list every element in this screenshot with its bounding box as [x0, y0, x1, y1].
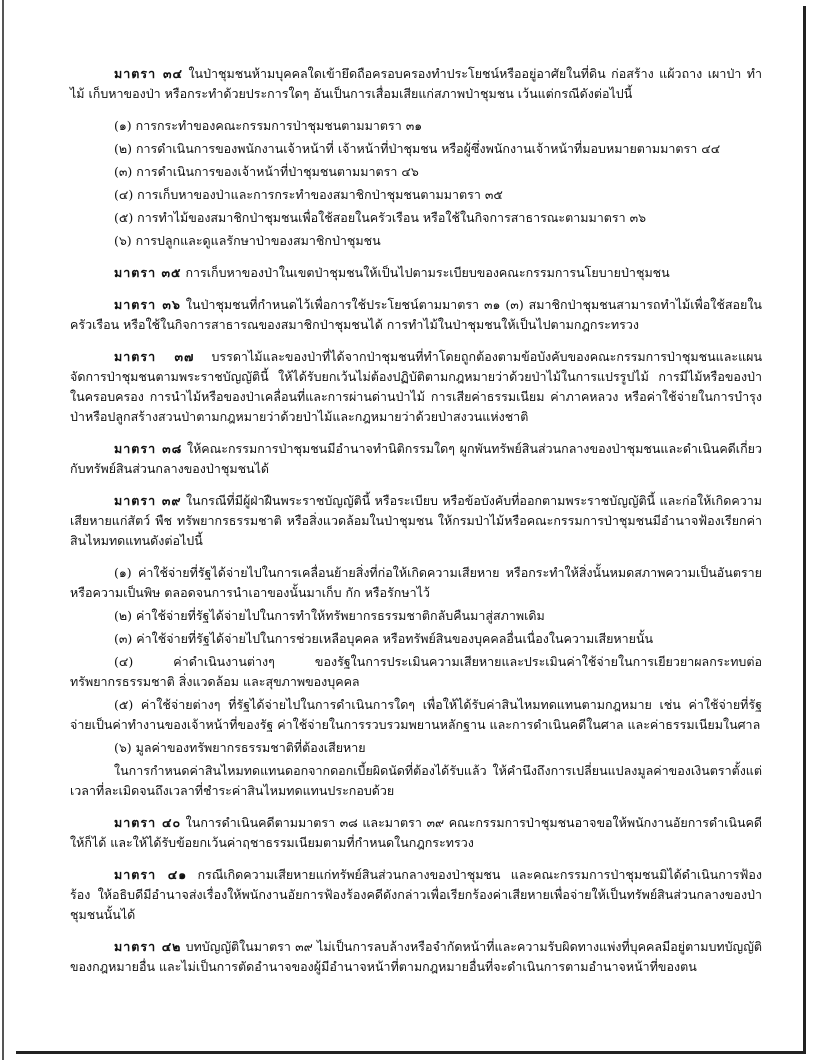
- section-heading: มาตรา ๔๒: [114, 939, 182, 954]
- list-item: (๕) ค่าใช้จ่ายต่างๆ ที่รัฐได้จ่ายไปในการดำเนินการใดๆ เพื่อให้ได้รับค่าสินไหมทดแทนตามกฎหมาย เช่น ค่าใช้จ่ายที่รัฐจ่ายเป็นค่าทำงานของเจ้าหน้าที่ของรัฐ ค่าใช้จ่ายในการรวบรวมพยานหลักฐาน และการดำเนินคดีในศาล และค่าธรรมเนียมในศาล: [70, 697, 762, 732]
- list-item: (๓) ค่าใช้จ่ายที่รัฐได้จ่ายไปในการช่วยเหลือบุคคล หรือทรัพย์สินของบุคคลอื่นเนื่องในความเสียหายนั้น: [114, 631, 654, 646]
- section-39: [70, 491, 762, 551]
- section-text: บรรดาไม้และของป่าที่ได้จากป่าชุมชนที่ทำโดยถูกต้องตามข้อบังคับของคณะกรรมการป่าชุมชนและแผนจัดการป่าชุมชนตามพระราชบัญญัตินี้ ให้ได้รับยกเว้นไม่ต้องปฏิบัติตามกฎหมายว่าด้วยป่าไม้ในการแปรรูปไม้ การมีไม้หรือของป่าในครอบครอง การนำไม้หรือของป่าเคลื่อนที่และการผ่านด่านป่าไม้ การเสียค่าธรรมเนียม ค่าภาคหลวง หรือค่าใช้จ่ายในการบำรุงป่าหรือปลูกสร้างสวนป่าตามกฎหมายว่าด้วยป่าไม้และกฎหมายว่าด้วยป่าสงวนแห่งชาติ: [70, 349, 762, 424]
- section-heading: มาตรา ๓๗: [114, 349, 195, 364]
- section-text: ในป่าชุมชนห้ามบุคคลใดเข้ายึดถือครอบครองทำประโยชน์หรืออยู่อาศัยในที่ดิน ก่อสร้าง แผ้วถาง เผาป่า ทำไม้ เก็บหาของป่า หรือกระทำด้วยประการใดๆ อันเป็นการเสื่อมเสียแก่สภาพป่าชุมชน เว้นแต่กรณีดังต่อไปนี้: [70, 66, 763, 101]
- list-item: (๒) การดำเนินการของพนักงานเจ้าหน้าที่ เจ้าหน้าที่ป่าชุมชน หรือผู้ซึ่งพนักงานเจ้าหน้าที่มอบหมายตามมาตรา ๔๔: [114, 141, 721, 156]
- list-item: (๖) มูลค่าของทรัพยากรธรรมชาติที่ต้องเสียหาย: [114, 740, 366, 755]
- section-heading: มาตรา ๓๖: [114, 297, 181, 312]
- list-item: (๕) การทำไม้ของสมาชิกป่าชุมชนเพื่อใช้สอยในครัวเรือน หรือใช้ในกิจการสาธารณะตามมาตรา ๓๖: [114, 210, 647, 225]
- page-edge: [2, 0, 4, 1060]
- section-text: ในกรณีที่มีผู้ฝ่าฝืนพระราชบัญญัตินี้ หรือระเบียบ หรือข้อบังคับที่ออกตามพระราชบัญญัตินี้ และก่อให้เกิดความเสียหายแก่สัตว์ พืช ทรัพยากรธรรมชาติ หรือสิ่งแวดล้อมในป่าชุมชน ให้กรมป่าไม้หรือคณะกรรมการป่าชุมชนมีอำนาจฟ้องเรียกค่าสินไหมทดแทนดังต่อไปนี้: [70, 493, 762, 548]
- list-item: (๒) ค่าใช้จ่ายที่รัฐได้จ่ายไปในการทำให้ทรัพยากรธรรมชาติกลับคืนมาสู่สภาพเดิม: [114, 608, 545, 623]
- list-item: (๔) ค่าดำเนินงานต่างๆ ของรัฐในการประเมินความเสียหายและประเมินค่าใช้จ่ายในการเยียวยาผลกระทบต่อทรัพยากรธรรมชาติ สิ่งแวดล้อม และสุขภาพของบุคคล: [70, 654, 762, 689]
- section-heading: มาตรา ๓๘: [114, 441, 183, 456]
- list-item: (๑) ค่าใช้จ่ายที่รัฐได้จ่ายไปในการเคลื่อนย้ายสิ่งที่ก่อให้เกิดความเสียหาย หรือกระทำให้สิ่งนั้นหมดสภาพความเป็นอันตราย หรือความเป็นพิษ ตลอดจนการนำเอาของนั้นมาเก็บ กัก หรือรักษาไว้: [70, 565, 762, 600]
- section-40: [70, 813, 762, 853]
- section-text: การเก็บหาของป่าในเขตป่าชุมชนให้เป็นไปตามระเบียบของคณะกรรมการนโยบายป่าชุมชน: [185, 265, 670, 280]
- list-item: (๑) การกระทำของคณะกรรมการป่าชุมชนตามมาตรา ๓๑: [114, 118, 423, 133]
- section-36: [70, 295, 762, 335]
- section-text: ในป่าชุมชนที่กำหนดไว้เพื่อการใช้ประโยชน์ตามมาตรา ๓๑ (๓) สมาชิกป่าชุมชนสามารถทำไม้เพื่อใช้สอยในครัวเรือน หรือใช้ในกิจการสาธารณของสมาชิกป่าชุมชนได้ การทำไม้ในป่าชุมชนให้เป็นไปตามกฎกระทรวง: [70, 297, 762, 332]
- section-39-closing: ในการกำหนดค่าสินไหมทดแทนดอกจากดอกเบี้ยผิดนัดที่ต้องได้รับแล้ว ให้คำนึงถึงการเปลี่ยนแปลงมูลค่าของเงินตราตั้งแต่เวลาที่ละเมิดจนถึงเวลาที่ชำระค่าสินไหมทดแทนประกอบด้วย: [70, 763, 762, 798]
- section-34: [70, 64, 762, 104]
- document-body: [70, 64, 762, 989]
- section-heading: มาตรา ๓๕: [114, 265, 182, 280]
- section-heading: มาตรา ๓๙: [114, 493, 182, 508]
- section-text: ให้คณะกรรมการป่าชุมชนมีอำนาจทำนิติกรรมใดๆ ผูกพันทรัพย์สินส่วนกลางของป่าชุมชนและดำเนินคดีเกี่ยวกับทรัพย์สินส่วนกลางของป่าชุมชนได้: [70, 441, 762, 476]
- section-text: ในการดำเนินคดีตามมาตรา ๓๘ และมาตรา ๓๙ คณะกรรมการป่าชุมชนอาจขอให้พนักงานอัยการดำเนินคดีให้ก็ได้ และให้ได้รับข้อยกเว้นค่าฤชาธรรมเนียมตามที่กำหนดในกฎกระทรวง: [70, 815, 762, 850]
- section-text: กรณีเกิดความเสียหายแก่ทรัพย์สินส่วนกลางของป่าชุมชน และคณะกรรมการป่าชุมชนมิได้ดำเนินการฟ้องร้อง ให้อธิบดีมีอำนาจส่งเรื่องให้พนักงานอัยการฟ้องร้องคดีดังกล่าวเพื่อเรียกร้องค่าเสียหายเพื่อจ่ายให้เป็นทรัพย์สินส่วนกลางของป่าชุมชนนั้นได้: [70, 867, 762, 922]
- section-42: [70, 937, 762, 977]
- section-text: บทบัญญัติในมาตรา ๓๙ ไม่เป็นการลบล้างหรือจำกัดหน้าที่และความรับผิดทางแพ่งที่บุคคลมีอยู่ตามบทบัญญัติของกฎหมายอื่น และไม่เป็นการตัดอำนาจของผู้มีอำนาจหน้าที่ตามกฎหมายอื่นที่จะดำเนินการตามอำนาจหน้าที่ของตน: [70, 939, 762, 974]
- section-41: [70, 865, 762, 925]
- section-37: [70, 347, 762, 427]
- section-heading: มาตรา ๔๑: [114, 867, 188, 882]
- section-heading: มาตรา ๔๐: [114, 815, 182, 830]
- list-item: (๓) การดำเนินการของเจ้าหน้าที่ป่าชุมชนตามมาตรา ๔๖: [114, 164, 419, 179]
- list-item: (๖) การปลูกและดูแลรักษาป่าของสมาชิกป่าชุมชน: [114, 233, 381, 248]
- section-38: [70, 439, 762, 479]
- list-item: (๔) การเก็บหาของป่าและการกระทำของสมาชิกป่าชุมชนตามมาตรา ๓๕: [114, 187, 503, 202]
- section-heading: มาตรา ๓๔: [114, 66, 183, 81]
- section-35: [70, 263, 762, 283]
